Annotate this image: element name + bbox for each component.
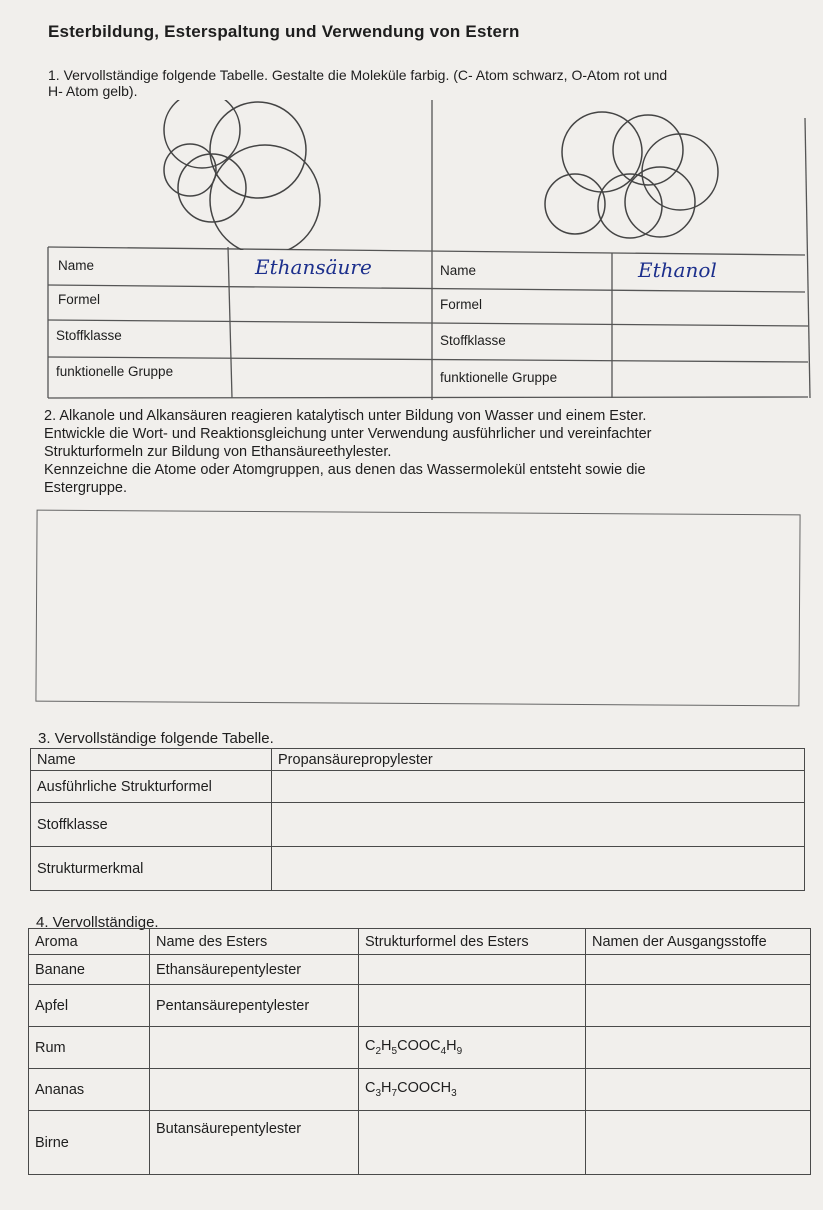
table-row: [31, 803, 805, 847]
task4-formula-5[interactable]: [359, 1111, 586, 1175]
table-row: [29, 1111, 811, 1175]
task4-name-3[interactable]: [150, 1027, 359, 1069]
task2-line3: Strukturformeln zur Bildung von Ethansäureethylester.: [44, 444, 392, 460]
task4-heading: 4. Vervollständige.: [36, 914, 159, 931]
task4-educts-5[interactable]: [586, 1111, 811, 1175]
task2-line5: Estergruppe.: [44, 480, 128, 496]
task3-label-name: Name: [31, 749, 272, 771]
task4-educts-1[interactable]: [586, 955, 811, 985]
task4-header-educts: Namen der Ausgangsstoffe: [586, 929, 811, 955]
task4-aroma-5: Birne: [29, 1111, 150, 1175]
task4-aroma-1: Banane: [29, 955, 150, 985]
table-row: [29, 1027, 811, 1069]
task3-value-structure[interactable]: [272, 771, 805, 803]
task4-formula-1[interactable]: [359, 955, 586, 985]
task3-label-class: Stoffklasse: [31, 803, 272, 847]
task4-name-2: Pentansäurepentylester: [150, 985, 359, 1027]
row-label-group-left: funktionelle Gruppe: [56, 364, 174, 379]
task1-instruction-line1: 1. Vervollständige folgende Tabelle. Gestalte die Moleküle farbig. (C- Atom schwarz, O-Atom rot und: [48, 67, 668, 83]
table-row: [29, 985, 811, 1027]
table-row: [31, 749, 805, 771]
table-row: [29, 955, 811, 985]
task4-formula-2[interactable]: [359, 985, 586, 1027]
task4-formula-3: $C_2H_5COOC_4H_9$: [359, 1027, 586, 1069]
task2-answer-box[interactable]: [35, 510, 800, 707]
task4-header-ester-name: Name des Esters: [150, 929, 359, 955]
task4-name-4[interactable]: [150, 1069, 359, 1111]
task2-line1: 2. Alkanole und Alkansäuren reagieren katalytisch unter Bildung von Wasser und einem Ester.: [44, 408, 647, 424]
answer-ethanol[interactable]: Ethanol: [638, 258, 717, 282]
task3-heading: 3. Vervollständige folgende Tabelle.: [38, 730, 274, 747]
task3-label-feature: Strukturmerkmal: [31, 847, 272, 891]
task4-aroma-3: Rum: [29, 1027, 150, 1069]
table-row: [29, 929, 811, 955]
task4-table: [28, 928, 811, 1175]
row-label-formula-left: Formel: [58, 292, 101, 307]
task4-header-formula: Strukturformel des Esters: [359, 929, 586, 955]
row-label-name-right: Name: [440, 263, 477, 278]
ethanol-molecule-drawing: [530, 110, 730, 250]
task3-value-class[interactable]: [272, 803, 805, 847]
row-label-group-right: funktionelle Gruppe: [440, 370, 558, 385]
task3-value-name: Propansäurepropylester: [272, 749, 805, 771]
task3-table: [30, 748, 805, 891]
task4-aroma-4: Ananas: [29, 1069, 150, 1111]
answer-ethanoic-acid[interactable]: Ethansäure: [255, 255, 372, 279]
row-label-class-left: Stoffklasse: [56, 328, 122, 343]
task3-value-feature[interactable]: [272, 847, 805, 891]
page-title: Esterbildung, Esterspaltung und Verwendung von Estern: [48, 22, 520, 41]
task3-label-structure: Ausführliche Strukturformel: [31, 771, 272, 803]
task4-educts-3[interactable]: [586, 1027, 811, 1069]
task2-line2: Entwickle die Wort- und Reaktionsgleichung unter Verwendung ausführlicher und vereinfachter: [44, 426, 652, 442]
task4-name-5: Butansäurepentylester: [150, 1111, 359, 1175]
task4-educts-4[interactable]: [586, 1069, 811, 1111]
row-label-class-right: Stoffklasse: [440, 333, 506, 348]
table-row: [29, 1069, 811, 1111]
table-row: [31, 847, 805, 891]
row-label-name-left: Name: [58, 258, 95, 273]
ethanoic-acid-molecule-drawing: [150, 100, 340, 250]
task4-name-1: Ethansäurepentylester: [150, 955, 359, 985]
task4-header-aroma: Aroma: [29, 929, 150, 955]
task4-formula-4: $C_3H_7COOCH_3$: [359, 1069, 586, 1111]
row-label-formula-right: Formel: [440, 297, 483, 312]
task1-instruction-line2: H- Atom gelb).: [48, 83, 138, 99]
task2-line4: Kennzeichne die Atome oder Atomgruppen, aus denen das Wassermolekül entsteht sowie die: [44, 462, 646, 478]
task4-aroma-2: Apfel: [29, 985, 150, 1027]
task4-educts-2[interactable]: [586, 985, 811, 1027]
table-row: [31, 771, 805, 803]
